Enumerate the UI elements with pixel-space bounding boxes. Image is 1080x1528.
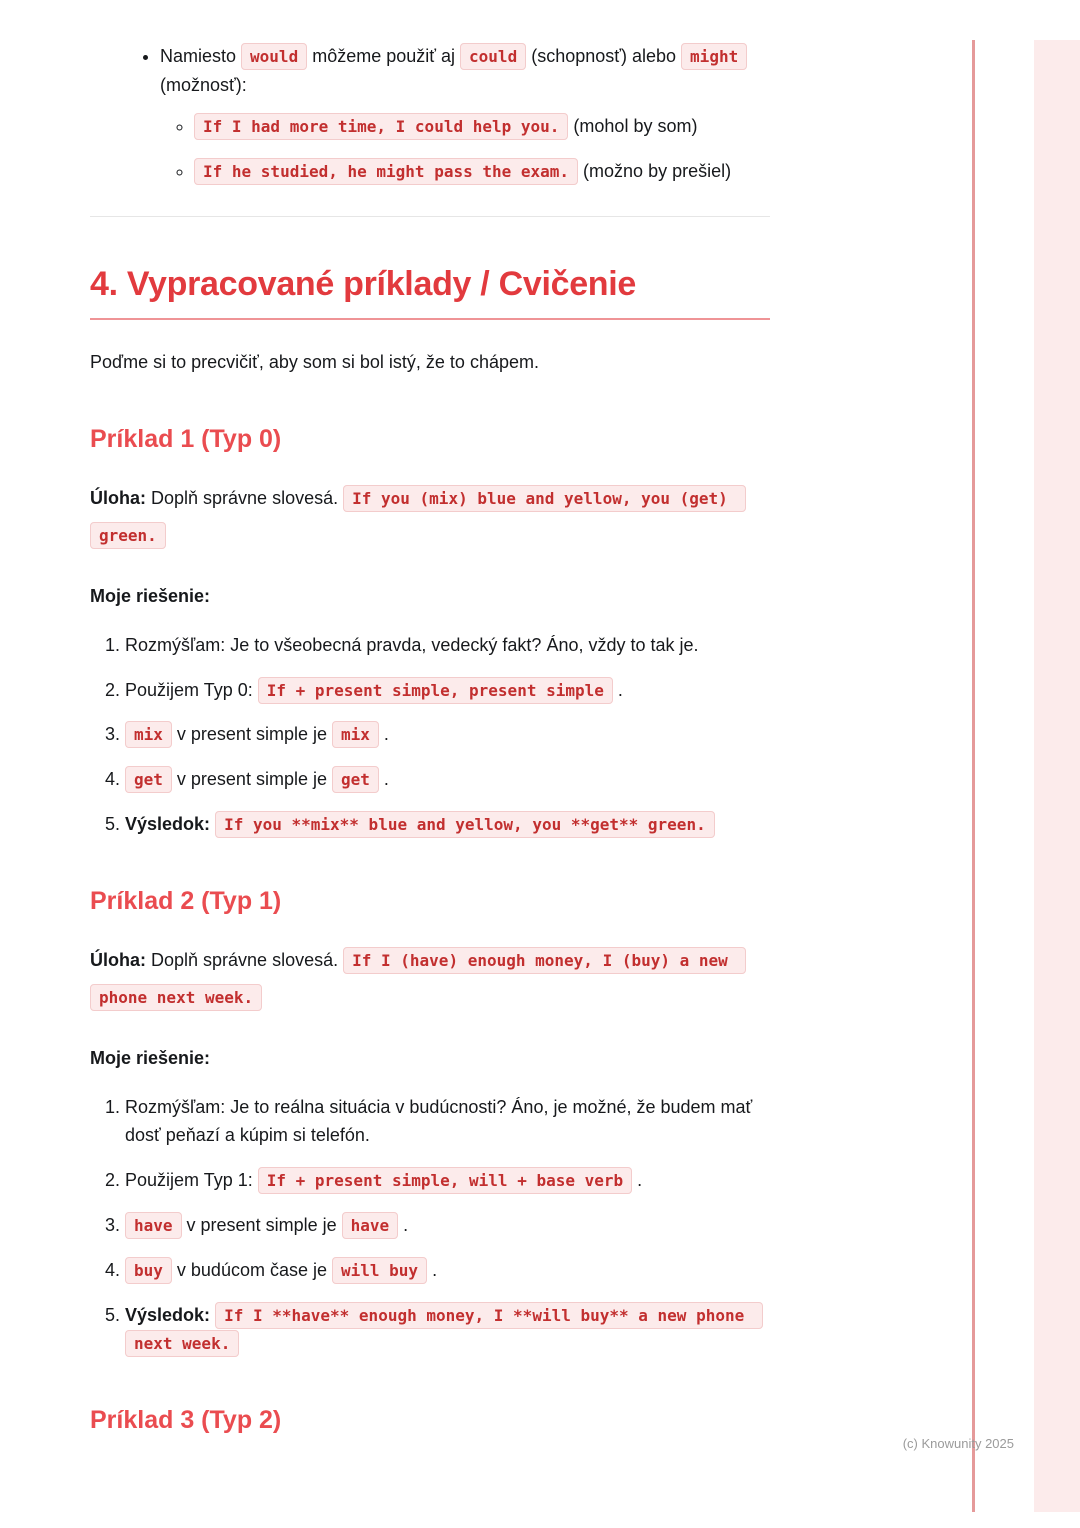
example-1-task xyxy=(90,480,770,554)
code-chip: get xyxy=(125,766,172,793)
list-item xyxy=(194,157,770,186)
step-item xyxy=(125,1093,770,1151)
text-segment: (mohol by som) xyxy=(568,115,698,136)
text-segment: v present simple je xyxy=(171,769,332,790)
text-segment: v present simple je xyxy=(171,724,332,745)
bullet-text xyxy=(160,46,747,95)
example-1-steps xyxy=(90,631,770,839)
example-2-section xyxy=(90,887,770,1358)
notes-sub-list xyxy=(160,112,770,187)
step-item xyxy=(125,810,770,839)
text-segment: . xyxy=(398,1214,409,1235)
step-item xyxy=(125,676,770,705)
step-item xyxy=(125,720,770,749)
bold-text: Úloha: xyxy=(90,949,146,970)
page-edge-line xyxy=(972,40,975,1512)
text-segment: (možno by prešiel) xyxy=(578,161,732,182)
step-item xyxy=(125,1256,770,1285)
example-1-section xyxy=(90,425,770,839)
bold-text: Výsledok: xyxy=(125,813,211,834)
text-segment: . xyxy=(427,1259,438,1280)
example-2-steps xyxy=(90,1093,770,1359)
code-chip: If he studied, he might pass the exam. xyxy=(194,158,578,185)
example-1-solution-label: Moje riešenie: xyxy=(90,585,211,606)
bold-text: Výsledok: xyxy=(125,1304,211,1325)
text-segment: . xyxy=(378,769,389,790)
text-segment: Použijem Typ 1: xyxy=(125,1170,258,1191)
example-3-heading: Príklad 3 (Typ 2) xyxy=(90,1406,282,1435)
sub-bullet-text xyxy=(194,116,697,136)
code-chip: have xyxy=(342,1212,399,1239)
code-chip: If I had more time, I could help you. xyxy=(194,113,568,140)
code-chip: might xyxy=(681,43,747,70)
divider xyxy=(90,216,770,217)
text-segment: (schopnosť) alebo xyxy=(526,46,682,66)
example-2-task xyxy=(90,942,770,1016)
text-segment: v present simple je xyxy=(181,1214,342,1235)
footer-credit: (c) Knowunity 2025 xyxy=(902,1436,1014,1451)
code-chip: If you **mix** blue and yellow, you **get** green. xyxy=(215,811,715,838)
code-chip: mix xyxy=(125,721,172,748)
list-item xyxy=(160,42,770,186)
notes-list xyxy=(90,42,770,186)
code-chip: mix xyxy=(332,721,379,748)
text-segment: . xyxy=(612,679,623,700)
example-2-heading: Príklad 2 (Typ 1) xyxy=(90,886,282,915)
example-2-solution-label: Moje riešenie: xyxy=(90,1047,211,1068)
code-chip: If you (mix) blue and yellow, you (get) green. xyxy=(90,485,746,549)
content-area xyxy=(90,42,770,1435)
text-segment: Rozmýšľam: Je to všeobecná pravda, vedecký fakt? Áno, vždy to tak je. xyxy=(125,634,699,655)
list-item xyxy=(194,112,770,141)
text-segment: . xyxy=(632,1170,643,1191)
text-segment: Namiesto xyxy=(160,46,242,66)
code-chip: have xyxy=(125,1212,182,1239)
step-item xyxy=(125,765,770,794)
step-item xyxy=(125,1301,770,1359)
code-chip: If I **have** enough money, I **will buy** a new phone next week. xyxy=(125,1302,763,1358)
text-segment: Doplň správne slovesá. xyxy=(146,487,344,508)
text-segment: . xyxy=(378,724,389,745)
code-chip: could xyxy=(460,43,526,70)
code-chip: get xyxy=(332,766,379,793)
sub-bullet-text xyxy=(194,161,731,181)
text-segment: v budúcom čase je xyxy=(171,1259,332,1280)
step-item xyxy=(125,631,770,660)
code-chip: will buy xyxy=(332,1257,427,1284)
text-segment: môžeme použiť aj xyxy=(307,46,461,66)
text-segment: Použijem Typ 0: xyxy=(125,679,258,700)
text-segment: Rozmýšľam: Je to reálna situácia v budúcnosti? Áno, je možné, že budem mať dosť peňazí a kúpim si telefón. xyxy=(125,1096,753,1146)
code-chip: would xyxy=(241,43,307,70)
step-item xyxy=(125,1166,770,1195)
example-1-heading: Príklad 1 (Typ 0) xyxy=(90,424,282,453)
code-chip: If + present simple, will + base verb xyxy=(258,1167,632,1194)
right-ribbon xyxy=(1034,40,1080,1512)
section-heading: 4. Vypracované príklady / Cvičenie xyxy=(90,265,770,320)
bold-text: Úloha: xyxy=(90,487,146,508)
code-chip: If + present simple, present simple xyxy=(258,677,613,704)
text-segment: (možnosť): xyxy=(160,74,247,95)
code-chip: buy xyxy=(125,1257,172,1284)
code-chip: If I (have) enough money, I (buy) a new phone next week. xyxy=(90,947,746,1011)
text-segment: Doplň správne slovesá. xyxy=(146,949,344,970)
section-intro: Poďme si to precvičiť, aby som si bol istý, že to chápem. xyxy=(90,352,539,373)
step-item xyxy=(125,1211,770,1240)
